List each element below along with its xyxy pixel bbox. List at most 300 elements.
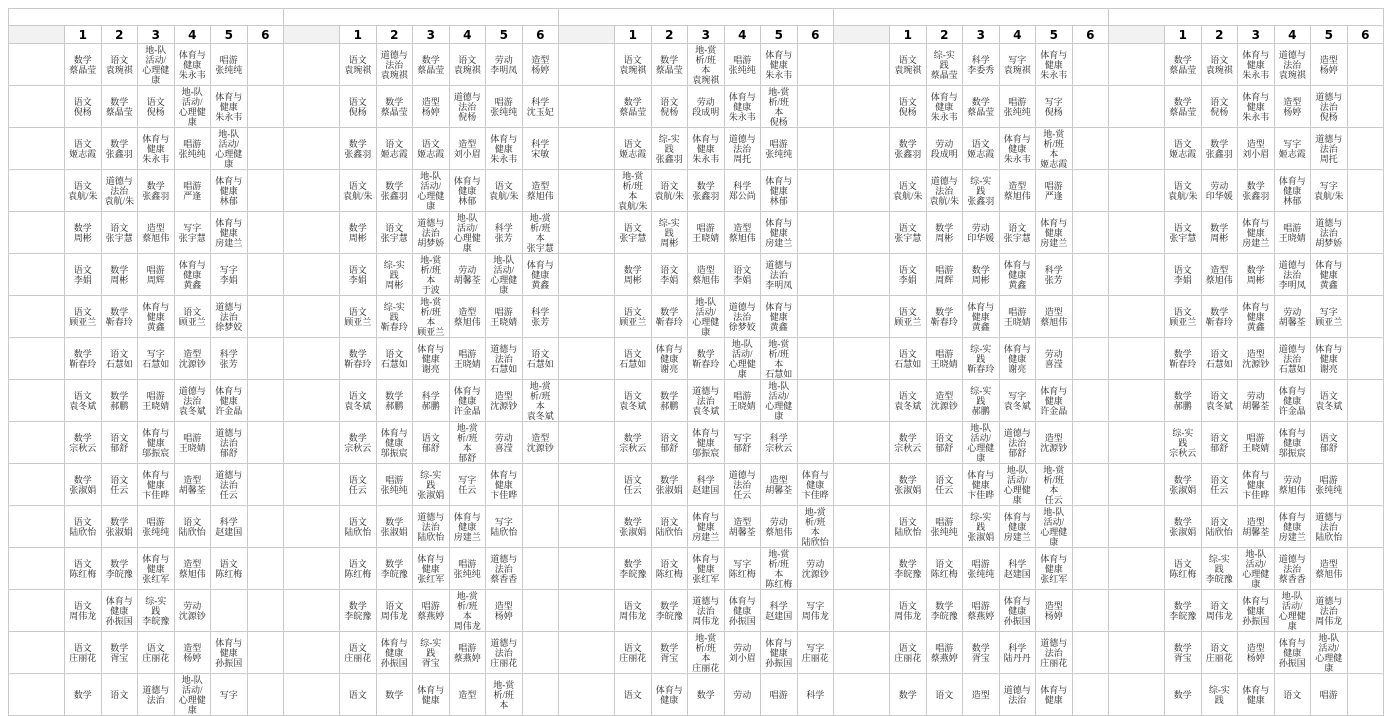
- class-label-cell: [1109, 170, 1165, 212]
- lesson-cell: [376, 44, 413, 86]
- lesson-cell: [449, 44, 486, 86]
- class-row: [9, 296, 1384, 338]
- class-row: [9, 338, 1384, 380]
- lesson-cell: [797, 170, 834, 212]
- lesson-text: 科学 李委秀: [967, 54, 995, 75]
- lesson-text: 体育与 健康 张红军: [692, 553, 720, 584]
- lesson-cell: [449, 632, 486, 674]
- lesson-cell: [651, 254, 688, 296]
- lesson-text: 综-实 践 郝鹏: [970, 385, 992, 416]
- lesson-cell: [449, 674, 486, 716]
- lesson-text: 体育与 健康 谢亮: [1003, 343, 1031, 374]
- lesson-text: 语文 李娟: [733, 264, 752, 285]
- lesson-cell: [138, 464, 175, 506]
- lesson-cell: [797, 296, 834, 338]
- lesson-cell: [761, 632, 798, 674]
- lesson-text: 语文 周伟龙: [894, 600, 922, 621]
- lesson-text: 语文 袁航/朱: [343, 180, 373, 201]
- class-label-cell: [559, 86, 615, 128]
- lesson-text: 体育与 健康 朱永韦: [1242, 91, 1270, 122]
- lesson-text: 语文 顾亚兰: [1169, 306, 1197, 327]
- lesson-text: 道德与 法治 徐梦姣: [215, 301, 243, 332]
- lesson-cell: [1347, 590, 1384, 632]
- lesson-text: 科学 赵建国: [215, 516, 243, 537]
- lesson-text: 数学 郝鹏: [660, 390, 679, 411]
- class-label-cell: [559, 590, 615, 632]
- lesson-cell: [65, 338, 102, 380]
- lesson-cell: [376, 170, 413, 212]
- lesson-cell: [1072, 506, 1109, 548]
- period-header-row: [9, 26, 1384, 44]
- lesson-cell: [688, 380, 725, 422]
- lesson-cell: [1201, 632, 1238, 674]
- lesson-cell: [376, 128, 413, 170]
- lesson-cell: [247, 128, 284, 170]
- lesson-text: 数学 张鑫羽: [142, 180, 170, 201]
- lesson-text: 数学 蔡晶莹: [69, 54, 97, 75]
- lesson-text: 造型: [458, 689, 477, 700]
- lesson-cell: [1311, 44, 1348, 86]
- class-label-cell: [9, 674, 65, 716]
- lesson-cell: [1347, 212, 1384, 254]
- lesson-text: 道德与 法治 蔡香香: [1278, 553, 1306, 584]
- lesson-text: 数学 李皖豫: [1169, 600, 1197, 621]
- class-label-cell: [9, 380, 65, 422]
- lesson-text: 语文 周伟龙: [69, 600, 97, 621]
- lesson-cell: [522, 422, 559, 464]
- lesson-text: 写字 郁舒: [733, 432, 752, 453]
- lesson-cell: [797, 338, 834, 380]
- lesson-cell: [1311, 506, 1348, 548]
- lesson-text: 数学 靳春玲: [105, 306, 133, 327]
- corner-cell: [559, 26, 615, 44]
- lesson-text: 数学 胥宝: [110, 642, 129, 663]
- lesson-text: 数学 靳春玲: [1205, 306, 1233, 327]
- lesson-cell: [376, 254, 413, 296]
- lesson-text: 体育与 健康: [655, 684, 683, 705]
- lesson-text: 道德与 法治 陆欣怡: [417, 511, 445, 542]
- lesson-text: 造型 蔡旭伟: [728, 222, 756, 243]
- lesson-text: 体育与 健康 卞佳晔: [490, 469, 518, 500]
- lesson-cell: [211, 380, 248, 422]
- lesson-text: 造型: [971, 689, 990, 700]
- lesson-cell: [1201, 86, 1238, 128]
- lesson-cell: [1072, 422, 1109, 464]
- lesson-text: 地-赏 析/班 本 陆欣怡: [801, 506, 829, 547]
- lesson-cell: [963, 296, 1000, 338]
- lesson-cell: [724, 86, 761, 128]
- lesson-cell: [1274, 464, 1311, 506]
- lesson-text: 数学 胥宝: [660, 642, 679, 663]
- lesson-cell: [688, 86, 725, 128]
- lesson-cell: [724, 506, 761, 548]
- lesson-text: 数学 张淑娟: [105, 516, 133, 537]
- lesson-cell: [65, 86, 102, 128]
- lesson-cell: [651, 380, 688, 422]
- lesson-cell: [615, 464, 652, 506]
- lesson-cell: [1274, 548, 1311, 590]
- lesson-cell: [890, 86, 927, 128]
- lesson-text: 语文 陈红梅: [930, 558, 958, 579]
- lesson-text: 地-队 活动/ 心理健 康: [1040, 506, 1068, 547]
- lesson-cell: [926, 548, 963, 590]
- lesson-text: 数学 周彬: [73, 222, 92, 243]
- class-label-cell: [1109, 422, 1165, 464]
- lesson-text: 劳动 胡馨荃: [1278, 306, 1306, 327]
- lesson-text: 地-赏 析/班 本 任云: [1043, 464, 1065, 505]
- lesson-text: 体育与 健康 朱永韦: [692, 133, 720, 164]
- lesson-cell: [1347, 380, 1384, 422]
- period-number: 6: [1072, 26, 1109, 44]
- lesson-cell: [651, 44, 688, 86]
- lesson-cell: [651, 632, 688, 674]
- lesson-text: 语文 周伟龙: [619, 600, 647, 621]
- lesson-text: 唱游 王晓婧: [142, 390, 170, 411]
- lesson-cell: [247, 44, 284, 86]
- lesson-cell: [761, 464, 798, 506]
- lesson-text: 数学 郝鹏: [1173, 390, 1192, 411]
- lesson-cell: [797, 632, 834, 674]
- period-number: 4: [999, 26, 1036, 44]
- lesson-cell: [1072, 128, 1109, 170]
- class-label-cell: [284, 128, 340, 170]
- lesson-text: 唱游 周辉: [146, 264, 165, 285]
- lesson-text: 地-赏 析/班 本 陈红梅: [765, 548, 793, 589]
- lesson-cell: [615, 170, 652, 212]
- lesson-cell: [1201, 422, 1238, 464]
- lesson-text: 数学 蔡晶莹: [967, 96, 995, 117]
- lesson-cell: [1274, 674, 1311, 716]
- lesson-cell: [65, 380, 102, 422]
- class-label-cell: [284, 44, 340, 86]
- lesson-text: 劳动 印华媛: [967, 222, 995, 243]
- lesson-cell: [1238, 44, 1275, 86]
- lesson-text: 写字 袁冬斌: [1003, 390, 1031, 411]
- lesson-text: 劳动 李明凤: [490, 54, 518, 75]
- lesson-cell: [1311, 422, 1348, 464]
- class-label-cell: [559, 44, 615, 86]
- lesson-text: 道德与 法治 任云: [215, 469, 243, 500]
- lesson-cell: [65, 170, 102, 212]
- lesson-cell: [1311, 86, 1348, 128]
- lesson-text: 体育与 健康 许金晶: [1278, 385, 1306, 416]
- lesson-cell: [340, 380, 377, 422]
- lesson-cell: [486, 674, 523, 716]
- lesson-cell: [174, 380, 211, 422]
- lesson-cell: [926, 674, 963, 716]
- day-header-blank: [9, 9, 284, 26]
- lesson-text: 体育与 健康 卞佳晔: [967, 469, 995, 500]
- lesson-cell: [724, 674, 761, 716]
- lesson-cell: [101, 170, 138, 212]
- lesson-cell: [247, 590, 284, 632]
- lesson-cell: [340, 296, 377, 338]
- class-label-cell: [559, 506, 615, 548]
- lesson-cell: [651, 590, 688, 632]
- lesson-cell: [963, 674, 1000, 716]
- lesson-cell: [1036, 44, 1073, 86]
- lesson-text: 语文 庄丽花: [619, 642, 647, 663]
- lesson-text: 科学 赵建国: [1003, 558, 1031, 579]
- lesson-cell: [486, 422, 523, 464]
- lesson-cell: [724, 44, 761, 86]
- lesson-cell: [449, 338, 486, 380]
- lesson-text: 语文 袁航/朱: [489, 180, 519, 201]
- class-label-cell: [1109, 590, 1165, 632]
- lesson-cell: [1238, 254, 1275, 296]
- lesson-text: 造型 胡馨荃: [765, 474, 793, 495]
- class-label-cell: [9, 86, 65, 128]
- lesson-text: 道德与 法治 袁航/朱: [929, 175, 960, 206]
- lesson-text: 数学 周彬: [935, 222, 954, 243]
- lesson-cell: [65, 674, 102, 716]
- lesson-cell: [890, 590, 927, 632]
- lesson-text: 体育与 健康 谢亮: [655, 343, 683, 374]
- lesson-cell: [522, 632, 559, 674]
- class-row: [9, 128, 1384, 170]
- lesson-text: 造型 蔡旭伟: [453, 306, 481, 327]
- lesson-text: 语文 袁航/朱: [67, 180, 98, 201]
- lesson-text: 科学 赵建国: [692, 474, 720, 495]
- lesson-text: 数学 张鑫羽: [1242, 180, 1270, 201]
- class-row: [9, 86, 1384, 128]
- lesson-cell: [486, 212, 523, 254]
- period-number: 1: [890, 26, 927, 44]
- lesson-text: 语文 李娟: [660, 264, 679, 285]
- lesson-text: 体育与 健康 孙振国: [728, 595, 756, 626]
- lesson-text: 语文 庄丽花: [344, 642, 372, 663]
- lesson-text: 数学 周彬: [1210, 222, 1229, 243]
- lesson-text: 劳动 沈源钞: [178, 600, 206, 621]
- lesson-cell: [138, 632, 175, 674]
- lesson-text: 综-实 践 靳春玲: [967, 343, 995, 374]
- lesson-cell: [1036, 296, 1073, 338]
- lesson-text: 数学 蔡晶莹: [105, 96, 133, 117]
- lesson-cell: [724, 170, 761, 212]
- lesson-text: 语文 顾亚兰: [619, 306, 647, 327]
- lesson-cell: [1274, 128, 1311, 170]
- period-number: 1: [340, 26, 377, 44]
- lesson-cell: [211, 674, 248, 716]
- class-label-cell: [559, 422, 615, 464]
- period-number: 1: [65, 26, 102, 44]
- lesson-cell: [211, 338, 248, 380]
- lesson-cell: [174, 212, 211, 254]
- lesson-cell: [963, 86, 1000, 128]
- lesson-cell: [999, 464, 1036, 506]
- lesson-cell: [413, 464, 450, 506]
- lesson-text: 体育与 健康 孙振国: [1278, 637, 1306, 668]
- lesson-cell: [963, 338, 1000, 380]
- lesson-cell: [1165, 44, 1202, 86]
- period-number: 5: [211, 26, 248, 44]
- lesson-text: 唱游 王晓婧: [728, 390, 756, 411]
- lesson-text: 语文 陆欣怡: [178, 516, 206, 537]
- lesson-text: 唱游 张纯纯: [967, 558, 995, 579]
- lesson-cell: [376, 296, 413, 338]
- lesson-cell: [138, 128, 175, 170]
- lesson-cell: [651, 422, 688, 464]
- lesson-cell: [651, 212, 688, 254]
- lesson-cell: [247, 506, 284, 548]
- period-number: 4: [724, 26, 761, 44]
- lesson-text: 劳动 蔡旭伟: [765, 516, 793, 537]
- lesson-cell: [1347, 296, 1384, 338]
- lesson-cell: [890, 296, 927, 338]
- lesson-cell: [1238, 380, 1275, 422]
- lesson-cell: [926, 44, 963, 86]
- corner-cell: [834, 26, 890, 44]
- lesson-text: 造型 刘小眉: [453, 138, 481, 159]
- lesson-cell: [1072, 170, 1109, 212]
- lesson-cell: [413, 128, 450, 170]
- lesson-cell: [174, 590, 211, 632]
- lesson-text: 数学 张鑫羽: [894, 138, 922, 159]
- lesson-text: 道德与 法治 袁琬祺: [380, 49, 408, 80]
- lesson-cell: [247, 86, 284, 128]
- lesson-text: 语文 顾亚兰: [894, 306, 922, 327]
- lesson-text: 造型 沈源钞: [526, 432, 554, 453]
- lesson-text: 数学: [73, 689, 92, 700]
- lesson-cell: [1072, 464, 1109, 506]
- lesson-cell: [1347, 548, 1384, 590]
- lesson-text: 数学 张淑娟: [380, 516, 408, 537]
- class-label-cell: [9, 338, 65, 380]
- class-label-cell: [284, 590, 340, 632]
- lesson-cell: [1165, 548, 1202, 590]
- lesson-text: 数学 李皖豫: [619, 558, 647, 579]
- lesson-cell: [522, 590, 559, 632]
- lesson-text: 数学 李皖豫: [655, 600, 683, 621]
- lesson-cell: [797, 44, 834, 86]
- lesson-cell: [797, 674, 834, 716]
- lesson-cell: [1036, 212, 1073, 254]
- lesson-text: 唱游 张纯纯: [453, 558, 481, 579]
- lesson-text: 造型 杨婷: [183, 642, 202, 663]
- lesson-cell: [1311, 338, 1348, 380]
- lesson-cell: [486, 632, 523, 674]
- lesson-text: 数学: [1173, 689, 1192, 700]
- lesson-cell: [926, 296, 963, 338]
- lesson-text: 造型 杨婷: [1283, 96, 1302, 117]
- period-number: 5: [1036, 26, 1073, 44]
- lesson-text: 道德与 法治 袁航/朱: [104, 175, 134, 206]
- lesson-cell: [247, 422, 284, 464]
- lesson-cell: [65, 590, 102, 632]
- period-number: 3: [1238, 26, 1275, 44]
- lesson-text: 写字 李娟: [219, 264, 238, 285]
- lesson-cell: [615, 254, 652, 296]
- lesson-cell: [138, 44, 175, 86]
- lesson-cell: [211, 632, 248, 674]
- lesson-text: 体育与 健康 张红军: [142, 553, 170, 584]
- lesson-text: 数学 李皖豫: [894, 558, 922, 579]
- lesson-cell: [926, 170, 963, 212]
- lesson-cell: [797, 86, 834, 128]
- lesson-cell: [761, 548, 798, 590]
- lesson-cell: [522, 254, 559, 296]
- class-label-cell: [1109, 296, 1165, 338]
- lesson-cell: [174, 296, 211, 338]
- lesson-cell: [449, 128, 486, 170]
- lesson-cell: [1201, 674, 1238, 716]
- lesson-cell: [486, 590, 523, 632]
- lesson-text: 数学 宗秋云: [344, 432, 372, 453]
- lesson-cell: [761, 296, 798, 338]
- lesson-cell: [522, 380, 559, 422]
- lesson-cell: [174, 254, 211, 296]
- lesson-cell: [1311, 128, 1348, 170]
- lesson-cell: [761, 674, 798, 716]
- lesson-cell: [724, 548, 761, 590]
- lesson-cell: [522, 548, 559, 590]
- lesson-cell: [999, 590, 1036, 632]
- period-number: 3: [413, 26, 450, 44]
- lesson-cell: [724, 254, 761, 296]
- class-label-cell: [9, 44, 65, 86]
- lesson-cell: [449, 464, 486, 506]
- lesson-text: 道德与 法治 周伟龙: [1315, 595, 1343, 626]
- lesson-text: 数学 周彬: [110, 264, 129, 285]
- lesson-cell: [963, 464, 1000, 506]
- lesson-cell: [963, 44, 1000, 86]
- lesson-cell: [1072, 632, 1109, 674]
- lesson-text: 数学 张鑫羽: [380, 180, 408, 201]
- lesson-text: 唱游 王晓婧: [692, 222, 720, 243]
- lesson-cell: [1036, 506, 1073, 548]
- lesson-cell: [651, 464, 688, 506]
- day-header-blank: [559, 9, 834, 26]
- lesson-cell: [65, 254, 102, 296]
- lesson-text: 语文 庄丽花: [894, 642, 922, 663]
- lesson-text: 语文 郁舒: [660, 432, 679, 453]
- lesson-text: 地-队 活动/ 心理健 康: [490, 254, 518, 295]
- lesson-text: 唱游 张纯纯: [1315, 474, 1343, 495]
- lesson-cell: [963, 128, 1000, 170]
- lesson-text: 语文 陈红梅: [1169, 558, 1197, 579]
- lesson-text: 道德与 法治 袁冬斌: [692, 385, 720, 416]
- lesson-text: 地-队 活动/ 心理健 康: [417, 170, 445, 211]
- lesson-text: 数学 李皖豫: [380, 558, 408, 579]
- lesson-text: 科学 宗秋云: [765, 432, 793, 453]
- lesson-cell: [999, 44, 1036, 86]
- lesson-cell: [963, 212, 1000, 254]
- lesson-text: 体育与 健康 房建兰: [453, 511, 481, 542]
- lesson-cell: [1274, 422, 1311, 464]
- lesson-text: 综-实 践 张淑娟: [417, 469, 445, 500]
- lesson-text: 语文 姬志霞: [380, 138, 408, 159]
- lesson-cell: [1036, 632, 1073, 674]
- class-label-cell: [834, 338, 890, 380]
- lesson-text: 语文 陆欣怡: [344, 516, 372, 537]
- lesson-text: 综-实 践 周彬: [383, 259, 405, 290]
- lesson-cell: [486, 128, 523, 170]
- lesson-cell: [522, 170, 559, 212]
- lesson-cell: [174, 632, 211, 674]
- lesson-text: 语文 张宇慧: [1169, 222, 1197, 243]
- lesson-text: 劳动 蔡旭伟: [1278, 474, 1306, 495]
- lesson-cell: [174, 422, 211, 464]
- class-label-cell: [9, 212, 65, 254]
- lesson-cell: [413, 548, 450, 590]
- lesson-text: 道德与 法治 周伟龙: [692, 595, 720, 626]
- lesson-text: 数学 靳春玲: [344, 348, 372, 369]
- lesson-text: 地-赏 析/班 本 庄丽花: [692, 632, 720, 673]
- lesson-cell: [890, 632, 927, 674]
- lesson-cell: [1072, 380, 1109, 422]
- lesson-text: 地-队 活动/ 心理健 康: [765, 380, 793, 421]
- lesson-text: 语文 张宇慧: [619, 222, 647, 243]
